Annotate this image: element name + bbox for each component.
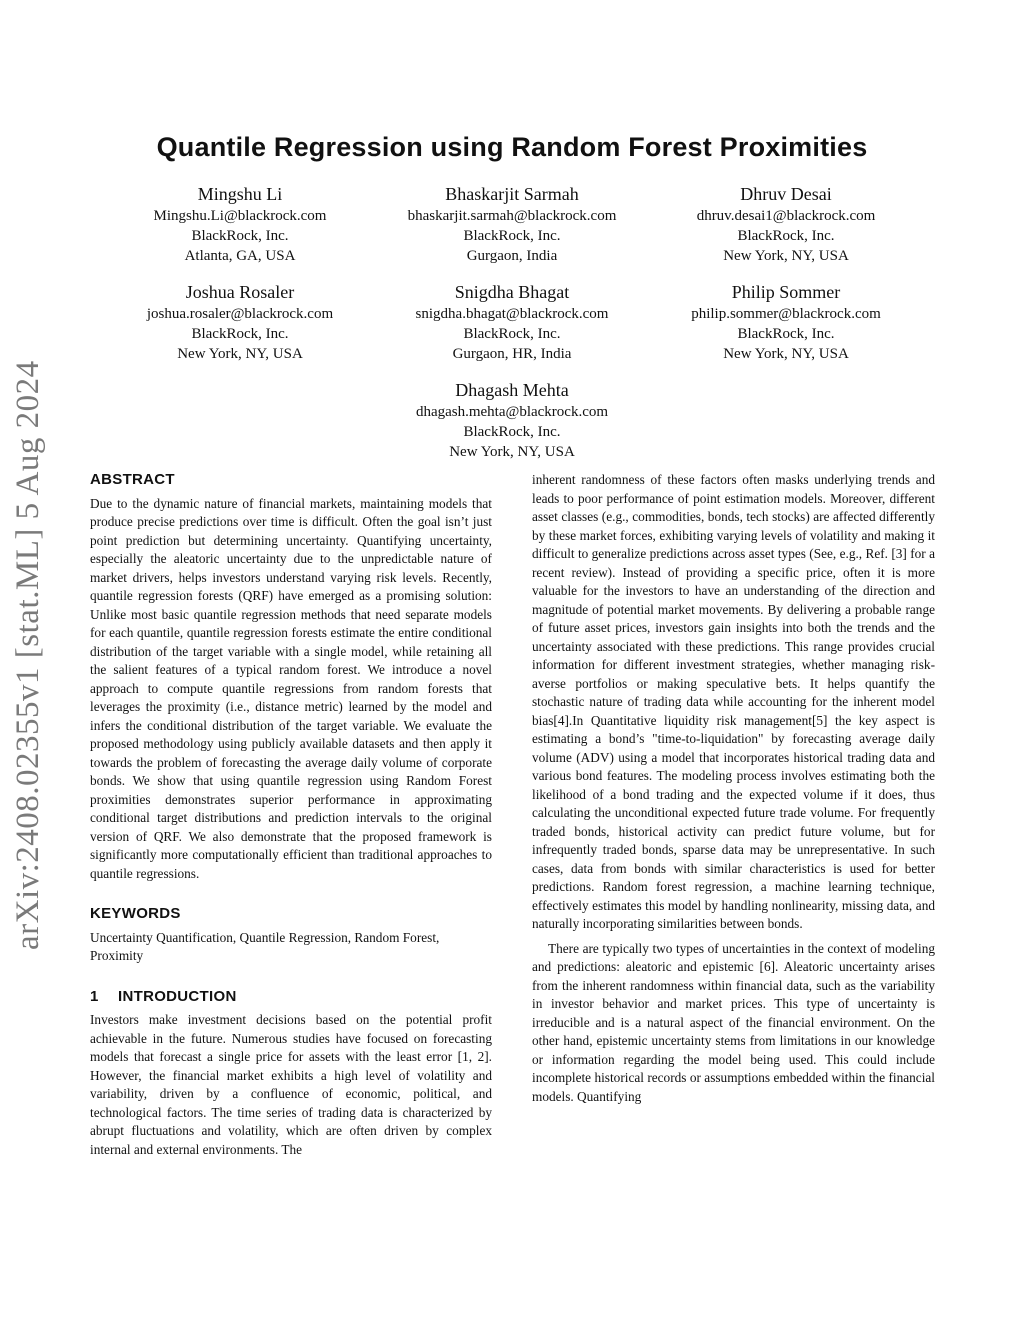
author-location: New York, NY, USA bbox=[177, 346, 303, 362]
author-org: BlackRock, Inc. bbox=[737, 326, 835, 342]
author-org: BlackRock, Inc. bbox=[737, 228, 835, 244]
paper-title: Quantile Regression using Random Forest Proximities bbox=[156, 132, 868, 162]
author-org: BlackRock, Inc. bbox=[191, 326, 289, 342]
keywords-text: Uncertainty Quantification, Quantile Regression, Random Forest, Proximity bbox=[90, 929, 440, 963]
abstract-text: Due to the dynamic nature of financial markets, maintaining models that produce precise predictions over time is difficult. Often the goal isn’t just point prediction but determining uncertainty. Quantifying uncertainty, especially the aleatoric uncertainty due to the unpredictable nature of market drivers, helps investors understand varying risk levels. Recently, quantile regression forests (QRF) have emerged as a promising solution: Unlike most basic quantile regression methods that need separate models for each quantile, quantile regression forests estimate the entire conditional distribution of the target variable with a single model, while retaining all the salient features of a typical random forest. We introduce a novel approach to compute quantile regressions from random forests that leverages the proximity (i.e., distance metric) learned by the model and infers the conditional distribution of the target variable. We evaluate the proposed methodology using publicly available datasets and then apply it towards the problem of forecasting the average daily volume of corporate bonds. We show that using quantile regression using Random Forest proximities demonstrates superior performance in approximating conditional target distributions and prediction intervals to the original version of QRF. We also demonstrate that the proposed framework is significantly more computationally efficient than traditional approaches to quantile regressions. bbox=[90, 495, 492, 881]
author-location: Atlanta, GA, USA bbox=[184, 248, 296, 264]
author-card bbox=[646, 182, 926, 266]
author-email[interactable]: Mingshu.Li@blackrock.com bbox=[153, 208, 327, 224]
author-org: BlackRock, Inc. bbox=[463, 326, 561, 342]
author-card bbox=[372, 182, 652, 266]
author-card bbox=[646, 280, 926, 364]
author-name: Joshua Rosaler bbox=[185, 282, 295, 302]
author-location: New York, NY, USA bbox=[723, 248, 849, 264]
author-card bbox=[372, 378, 652, 462]
author-email[interactable]: snigdha.bhagat@blackrock.com bbox=[415, 306, 609, 322]
author-org: BlackRock, Inc. bbox=[463, 228, 561, 244]
author-org: BlackRock, Inc. bbox=[463, 424, 561, 440]
arxiv-identifier[interactable]: arXiv:2408.02355v1 [stat.ML] 5 Aug 2024 bbox=[10, 360, 46, 950]
keywords-heading: KEYWORDS bbox=[90, 905, 181, 922]
author-name: Mingshu Li bbox=[197, 184, 283, 204]
author-name: Dhagash Mehta bbox=[455, 380, 569, 400]
introduction-paragraph: Investors make investment decisions based on the potential profit achievable in the future. Numerous studies have focused on forecasting models that forecast a single price for assets with the least error [1, 2]. However, the financial market exhibits a high level of volatility and variability, driven by a confluence of economic, political, and technological factors. The time series of trading data is characterized by abrupt fluctuations and volatility, which are often driven by complex internal and external environments. The bbox=[90, 1012, 492, 1157]
abstract-heading: ABSTRACT bbox=[90, 471, 175, 488]
author-location: New York, NY, USA bbox=[449, 444, 575, 460]
author-email[interactable]: dhagash.mehta@blackrock.com bbox=[415, 404, 609, 420]
author-email[interactable]: joshua.rosaler@blackrock.com bbox=[146, 306, 334, 322]
author-name: Philip Sommer bbox=[731, 282, 841, 302]
author-name: Bhaskarjit Sarmah bbox=[445, 184, 579, 204]
section-title: INTRODUCTION bbox=[118, 987, 237, 1005]
introduction-heading bbox=[90, 988, 492, 1007]
author-location: Gurgaon, India bbox=[466, 248, 558, 264]
author-email[interactable]: philip.sommer@blackrock.com bbox=[691, 306, 881, 322]
author-card bbox=[100, 182, 380, 266]
introduction-paragraph: There are typically two types of uncertainties in the context of modeling and predictions: aleatoric and epistemic [6]. Aleatoric uncertainty arises from the inherent randomness within financial data, such as the variability in investor behavior and market prices. This type of uncertainty is irreducible and is a natural aspect of the financial environment. On the other hand, epistemic uncertainty stems from limitations in our knowledge or information regarding the model being used. This could include incomplete historical records or assumptions embedded within the financial models. Quantifying bbox=[532, 940, 935, 1104]
author-name: Dhruv Desai bbox=[740, 184, 832, 204]
author-card bbox=[100, 280, 380, 364]
section-number: 1 bbox=[90, 987, 99, 1005]
author-email[interactable]: bhaskarjit.sarmah@blackrock.com bbox=[407, 208, 617, 224]
author-location: Gurgaon, HR, India bbox=[452, 346, 572, 362]
author-name: Snigdha Bhagat bbox=[454, 282, 570, 302]
left-column bbox=[90, 471, 492, 1159]
author-location: New York, NY, USA bbox=[723, 346, 849, 362]
introduction-paragraph-continued: inherent randomness of these factors often masks underlying trends and leads to poor performance of point estimation models. Moreover, different asset classes (e.g., commodities, bonds, tech stocks) are affected differently by these market forces, exhibiting varying levels of volatility and making it difficult to generalize predictions across asset types (See, e.g., Ref. [3] for a recent review). Instead of providing a specific price, often it is more valuable for the investors to have an understanding of the direction and magnitude of potential market movements. By delivering a probable range of future asset prices, investors gain insights into both the trends and the uncertainty associated with these predictions. This range provides crucial information for different investment strategies, whether managing risk-averse portfolios or making speculative bets. It helps quantify the stochastic nature of trading data while accounting for the inherent model bias[4].In Quantitative liquidity risk management[5] the key aspect is estimating a bond’s "time-to-liquidation" by forecasting average daily volume (ADV) using a model that incorporates historical trading data and various bond features. The modeling process involves estimating both the likelihood of a bond trading and the expected volume if it does, thus calculating the unconditional expected future trade volume. For frequently traded bonds, historical activity can predict future volume, but for infrequently traded bonds, sparse data may be unrepresentative. In such cases, data from bonds with similar characteristics is used for better predictions. Random forest regression, a machine learning technique, effectively estimates this model by handling nonlinearity, missing data, and naturally incorporating similarities between bonds. bbox=[532, 472, 935, 931]
right-column bbox=[532, 471, 935, 1106]
author-email[interactable]: dhruv.desai1@blackrock.com bbox=[696, 208, 876, 224]
author-org: BlackRock, Inc. bbox=[191, 228, 289, 244]
author-card bbox=[372, 280, 652, 364]
